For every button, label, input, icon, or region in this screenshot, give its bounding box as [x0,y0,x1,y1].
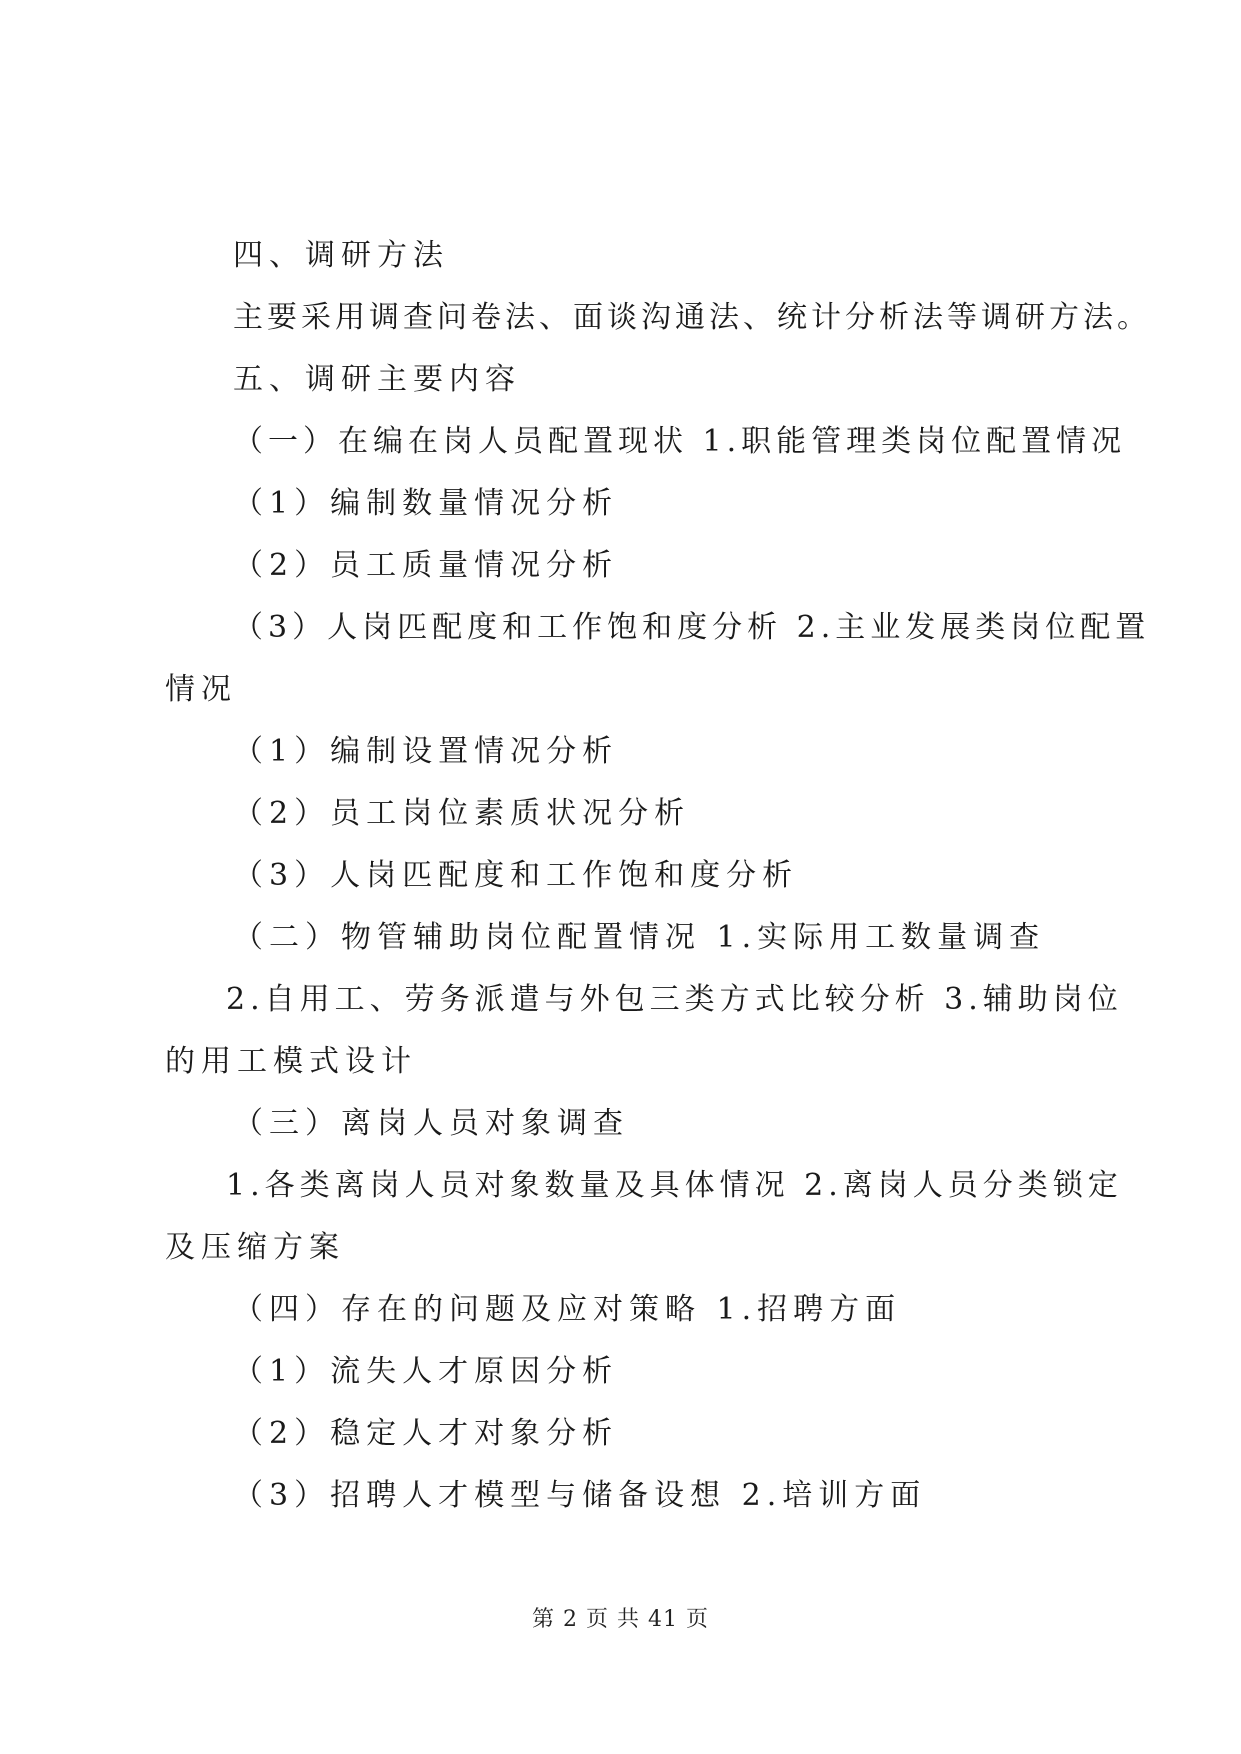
subsection-heading: （三）离岗人员对象调查 [233,1106,629,1141]
list-item: （2）员工质量情况分析 [233,548,619,583]
section-heading: 四、调研方法 [233,238,449,273]
subsection-heading: （一）在编在岗人员配置现状 1.职能管理类岗位配置情况 [233,424,1127,459]
list-item: （3）人岗匹配度和工作饱和度分析 [233,858,799,893]
paragraph-line: 1.各类离岗人员对象数量及具体情况 2.离岗人员分类锁定 [226,1168,1123,1203]
list-item: （1）流失人才原因分析 [233,1354,619,1389]
paragraph-line: 及压缩方案 [165,1230,345,1265]
section-heading: 五、调研主要内容 [233,362,521,397]
page-number-footer: 第 2 页 共 41 页 [532,1607,709,1632]
list-item: （1）编制数量情况分析 [233,486,619,521]
list-item: （3）人岗匹配度和工作饱和度分析 2.主业发展类岗位配置 [233,610,1151,645]
subsection-heading: （四）存在的问题及应对策略 1.招聘方面 [233,1292,902,1327]
list-item: （1）编制设置情况分析 [233,734,619,769]
subsection-heading: （二）物管辅助岗位配置情况 1.实际用工数量调查 [233,920,1046,955]
list-item: （3）招聘人才模型与储备设想 2.培训方面 [233,1478,927,1513]
paragraph-line: 情况 [165,672,237,707]
paragraph-line: 主要采用调查问卷法、面谈沟通法、统计分析法等调研方法。 [233,300,1151,335]
list-item: （2）员工岗位素质状况分析 [233,796,691,831]
paragraph-line: 的用工模式设计 [165,1044,417,1079]
list-item: （2）稳定人才对象分析 [233,1416,619,1451]
paragraph-line: 2.自用工、劳务派遣与外包三类方式比较分析 3.辅助岗位 [226,982,1123,1017]
